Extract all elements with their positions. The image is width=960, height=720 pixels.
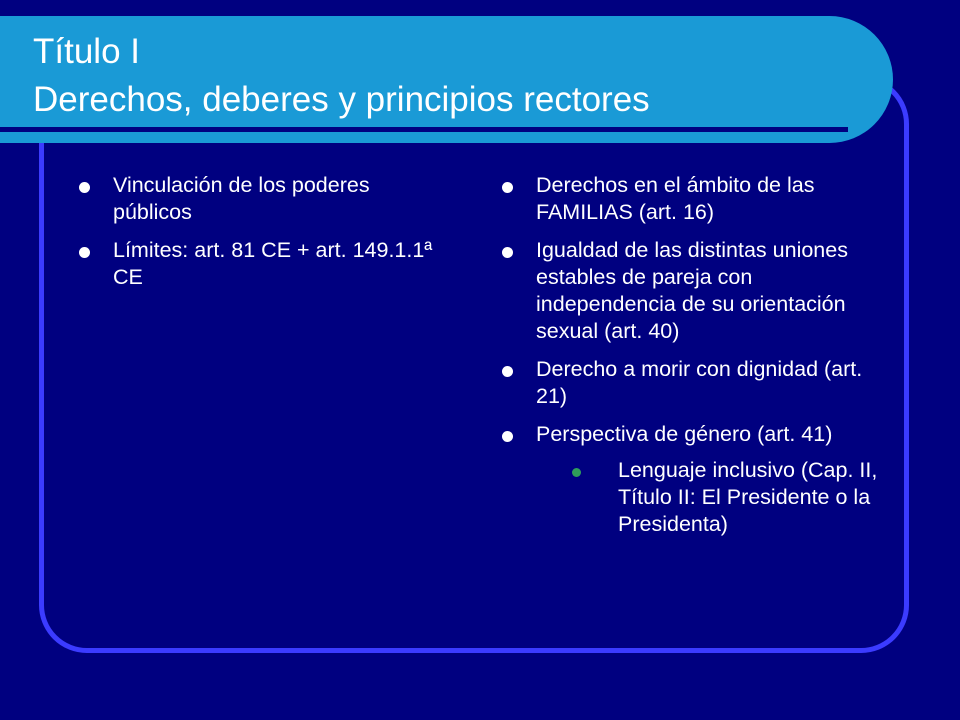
list-item-label: Perspectiva de género (art. 41) (536, 422, 833, 446)
title-line-2: Derechos, deberes y principios rectores (33, 80, 650, 119)
slide-title (33, 28, 873, 124)
title-line-1: Título I (33, 32, 140, 71)
right-bullet-list (498, 172, 888, 538)
list-item: Igualdad de las distintas uniones estables de pareja con independencia de su orientación sexual (art. 40) (498, 237, 888, 345)
right-column (498, 172, 888, 549)
list-item: Límites: art. 81 CE + art. 149.1.1ª CE (75, 237, 445, 291)
left-column (75, 172, 445, 302)
left-bullet-list (75, 172, 445, 291)
list-item: Derechos en el ámbito de las FAMILIAS (art. 16) (498, 172, 888, 226)
list-item: Derecho a morir con dignidad (art. 21) (498, 356, 888, 410)
sub-bullet-list (536, 457, 888, 538)
list-item: Vinculación de los poderes públicos (75, 172, 445, 226)
title-underline (0, 127, 848, 132)
sub-list-item: Lenguaje inclusivo (Cap. II, Título II: El Presidente o la Presidenta) (576, 457, 888, 538)
list-item (498, 421, 888, 538)
